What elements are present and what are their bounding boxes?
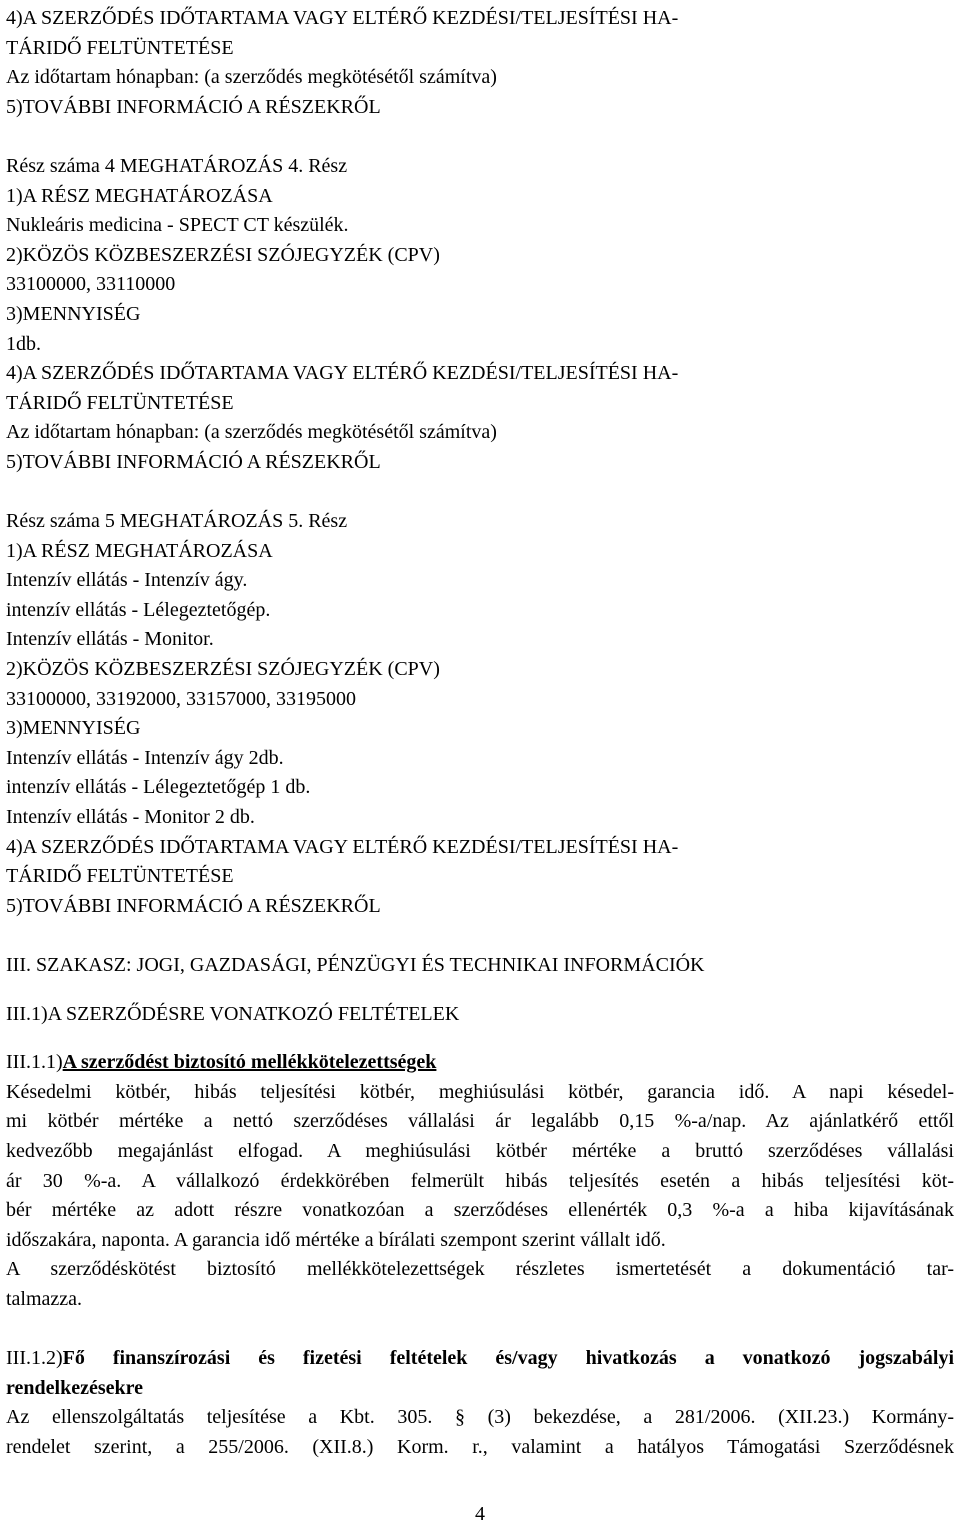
doc-line: 5)TOVÁBBI INFORMÁCIÓ A RÉSZEKRŐL [6,894,381,917]
doc-line: Rész száma 4 MEGHATÁROZÁS 4. Rész [6,154,348,177]
paragraph-line: Az ellenszolgáltatás teljesítése a Kbt. 305. § (3) bekezdése, a 281/2006. (XII.23.) Kormány- [6,1406,954,1429]
subsection-heading-cont: rendelkezésekre [6,1376,144,1399]
paragraph-line: kedvezőbb megajánlást elfogad. A meghiúsulási kötbér mértéke a bruttó szerződéses vállalási [6,1139,954,1162]
paragraph-line: időszakára, naponta. A garancia idő mértéke a bírálati szempont szerint vállalt idő. [6,1228,666,1251]
doc-line: Intenzív ellátás - Monitor 2 db. [6,806,255,829]
paragraph-line: bér mértéke az adott részre vonatkozóan a szerződéses ellenérték 0,3 %-a a hiba kijavításának [6,1199,954,1222]
subsection-heading: III.1.2)Fő finanszírozási és fizetési feltételek és/vagy hivatkozás a vonatkozó jogszabályi [6,1347,954,1370]
doc-line: TÁRIDŐ FELTÜNTETÉSE [6,865,234,888]
paragraph-line: ár 30 %-a. A vállalkozó érdekkörében felmerült hibás teljesítés esetén a hibás teljesítési köt- [6,1169,954,1192]
doc-line: 3)MENNYISÉG [6,717,141,740]
doc-line: Nukleáris medicina - SPECT CT készülék. [6,214,349,237]
doc-line: intenzív ellátás - Lélegeztetőgép 1 db. [6,776,311,799]
doc-line: TÁRIDŐ FELTÜNTETÉSE [6,36,234,59]
paragraph-line: talmazza. [6,1287,83,1310]
document-page [6,4,954,1463]
paragraph-line: rendelet szerint, a 255/2006. (XII.8.) Korm. r., valamint a hatályos Támogatási Szerződésnek [6,1435,954,1458]
doc-line: 33100000, 33110000 [6,273,176,296]
doc-line: 4)A SZERZŐDÉS IDŐTARTAMA VAGY ELTÉRŐ KEZDÉSI/TELJESÍTÉSI HA- [6,835,679,858]
doc-line: TÁRIDŐ FELTÜNTETÉSE [6,391,234,414]
doc-line: Rész száma 5 MEGHATÁROZÁS 5. Rész [6,510,348,533]
doc-line: Az időtartam hónapban: (a szerződés megkötésétől számítva) [6,66,497,89]
doc-line: Intenzív ellátás - Monitor. [6,628,214,651]
doc-line: 1)A RÉSZ MEGHATÁROZÁSA [6,184,273,207]
doc-line: Az időtartam hónapban: (a szerződés megkötésétől számítva) [6,421,497,444]
page-number: 4 [475,1503,485,1525]
subsection-heading: III.1)A SZERZŐDÉSRE VONATKOZÓ FELTÉTELEK [6,1002,460,1025]
doc-line: 2)KÖZÖS KÖZBESZERZÉSI SZÓJEGYZÉK (CPV) [6,658,440,681]
paragraph-line: Késedelmi kötbér, hibás teljesítési kötbér, meghiúsulási kötbér, garancia idő. A napi késedel- [6,1080,954,1103]
section-heading: III. SZAKASZ: JOGI, GAZDASÁGI, PÉNZÜGYI ÉS TECHNIKAI INFORMÁCIÓK [6,954,705,976]
doc-line: 2)KÖZÖS KÖZBESZERZÉSI SZÓJEGYZÉK (CPV) [6,243,440,266]
doc-line: Intenzív ellátás - Intenzív ágy. [6,569,248,592]
doc-line: intenzív ellátás - Lélegeztetőgép. [6,598,271,621]
doc-line: 3)MENNYISÉG [6,302,141,325]
doc-line: 4)A SZERZŐDÉS IDŐTARTAMA VAGY ELTÉRŐ KEZDÉSI/TELJESÍTÉSI HA- [6,362,679,385]
doc-line: 1)A RÉSZ MEGHATÁROZÁSA [6,539,273,562]
doc-line: 5)TOVÁBBI INFORMÁCIÓ A RÉSZEKRŐL [6,450,381,473]
doc-line: 4)A SZERZŐDÉS IDŐTARTAMA VAGY ELTÉRŐ KEZDÉSI/TELJESÍTÉSI HA- [6,7,679,29]
paragraph-line: A szerződéskötést biztosító mellékkötelezettségek részletes ismertetését a dokumentáció tar- [6,1258,954,1281]
subsection-heading: III.1.1)A szerződést biztosító mellékkötelezettségek [6,1051,437,1074]
doc-line: Intenzív ellátás - Intenzív ágy 2db. [6,746,284,769]
paragraph-line: mi kötbér mértéke a nettó szerződéses vállalási ár legalább 0,15 %-a/nap. Az ajánlatkérő ettől [6,1110,954,1133]
doc-line: 33100000, 33192000, 33157000, 33195000 [6,687,356,710]
doc-line: 1db. [6,332,41,355]
doc-line: 5)TOVÁBBI INFORMÁCIÓ A RÉSZEKRŐL [6,95,381,118]
